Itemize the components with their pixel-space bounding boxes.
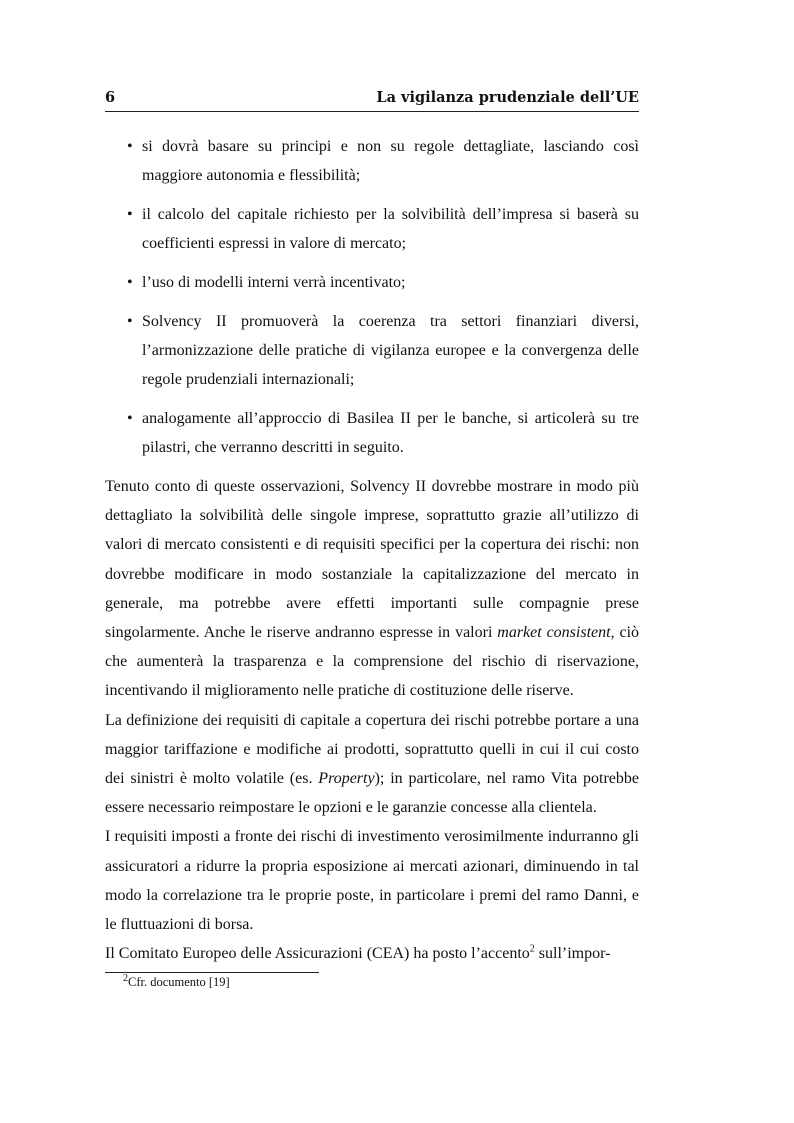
- list-item: [105, 132, 639, 190]
- list-item-text: il calcolo del capitale richiesto per la solvibilità dell’impresa si baserà su coefficienti espressi in valore di mercato;: [142, 206, 639, 252]
- list-item: [105, 200, 639, 258]
- list-item-text: Solvency II promuoverà la coerenza tra settori finanziari diversi, l’armonizzazione delle pratiche di vigilanza europee e la convergenza delle regole prudenziali internazionali;: [142, 313, 639, 388]
- list-item-text: analogamente all’approccio di Basilea II per le banche, si articolerà su tre pilastri, che verranno descritti in seguito.: [142, 410, 639, 456]
- running-header: [105, 88, 639, 112]
- footnote: [105, 974, 639, 991]
- paragraph: [105, 706, 639, 823]
- list-item-text: si dovrà basare su principi e non su regole dettagliate, lasciando così maggiore autonomia e flessibilità;: [142, 138, 639, 184]
- list-item: [105, 404, 639, 462]
- paragraph-text: ); in particolare, nel ramo Vita potrebbe essere necessario reimpostare le opzioni e le garanzie concesse alla clientela.: [105, 770, 639, 817]
- bullet-icon: •: [127, 410, 133, 427]
- footnote-mark: 2: [123, 973, 128, 985]
- footnote-reference[interactable]: 2: [529, 943, 535, 955]
- paragraph: I requisiti imposti a fronte dei rischi di investimento verosimilmente indurranno gli assicuratori a ridurre la propria esposizione ai mercati azionari, diminuendo in tal modo la correlazione tra le proprie poste, in particolare i premi del ramo Danni, e le fluttuazioni di borsa.: [105, 828, 639, 934]
- paragraph-text: sull’impor-: [534, 945, 611, 963]
- bullet-icon: •: [127, 138, 133, 155]
- emphasis-text: market consistent: [497, 624, 611, 642]
- paragraph-text: La definizione dei requisiti di capitale a copertura dei rischi potrebbe portare a una maggior tariffazione e modifiche ai prodotti, soprattutto quelli in cui il cui costo dei sinistri è molto volatile (es.: [105, 711, 639, 788]
- list-item: [105, 268, 639, 297]
- bullet-icon: •: [127, 313, 133, 330]
- bullet-icon: •: [127, 274, 133, 291]
- paragraph: [105, 472, 639, 706]
- paragraph-text: Il Comitato Europeo delle Assicurazioni (CEA) ha posto l’accento: [105, 945, 530, 963]
- footnote-text: Cfr. documento [19]: [128, 975, 230, 990]
- list-item: [105, 307, 639, 394]
- list-item-text: l’uso di modelli interni verrà incentivato;: [142, 274, 406, 291]
- page: [105, 88, 639, 991]
- emphasis-text: Property: [318, 770, 375, 788]
- paragraph: [105, 939, 639, 968]
- page-number: 6: [105, 89, 116, 106]
- paragraph-text: , ciò che aumenterà la trasparenza e la comprensione del rischio di riservazione, incentivando il miglioramento nelle pratiche di costituzione delle riserve.: [105, 624, 640, 700]
- bullet-list: [105, 132, 639, 462]
- footnote-rule: [105, 972, 319, 973]
- running-title: La vigilanza prudenziale dell’UE: [376, 89, 639, 106]
- bullet-icon: •: [127, 206, 133, 223]
- paragraph-text: Tenuto conto di queste osservazioni, Solvency II dovrebbe mostrare in modo più dettagliato la solvibilità delle singole imprese, soprattutto grazie all’utilizzo di valori di mercato consistenti e di requisiti specifici per la copertura dei rischi: non dovrebbe modificare in modo sostanziale la capitalizzazione del mercato in generale, ma potrebbe avere effetti importanti sulle compagnie prese singolarmente. Anche le riserve andranno espresse in valori: [105, 478, 639, 642]
